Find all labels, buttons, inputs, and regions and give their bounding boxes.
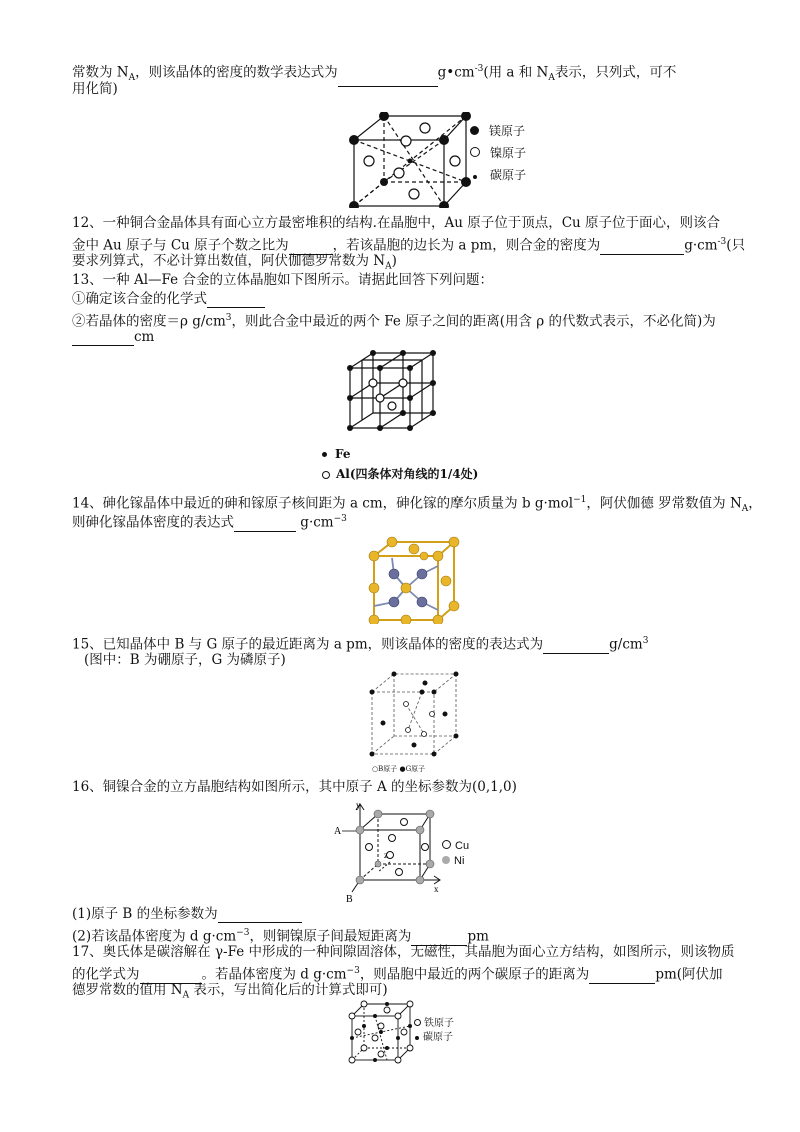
mg-atom [349, 135, 359, 145]
q16-legend: Cu Ni [442, 840, 469, 870]
q13-line1: 13、一种 Al—Fe 合金的立体晶胞如下图所示。请据此回答下列问题： [72, 272, 493, 288]
ni-atom [364, 156, 374, 166]
ni-atom [409, 189, 419, 199]
q16-axis-x: x [434, 884, 439, 894]
q12-line2: 金中 Au 原子与 Cu 原子个数之比为 ，若该晶胞的边长为 a pm，则合金的密度为 $g\cdot cm^{-3}$(只 [72, 237, 746, 254]
q11-line2: 用化简) [72, 81, 118, 97]
q17-line3: 德罗常数的值用 $N_A$ 表示，写出简化后的计算式即可) [72, 982, 388, 1001]
q16-crystal-figure [330, 800, 445, 905]
q13-item1: ①确定该合金的化学式 [72, 290, 265, 308]
q17-crystal-figure [346, 1000, 416, 1064]
al-atom [388, 402, 396, 410]
ga-atom [417, 597, 427, 607]
q14-line1: 14、砷化镓晶体中最近的砷和镓原子核间距为 a cm，砷化镓的摩尔质量为 b g·mol$^{-1}$，阿伏伽德 罗常数值为 $N_A$， [72, 495, 762, 515]
ga-atom [417, 569, 427, 579]
q13-legend-fe: Fe [322, 447, 351, 461]
q15-crystal-figure [362, 668, 462, 764]
q13-crystal-figure [340, 338, 440, 440]
q11-line1: 常数为 $N_A$，则该晶体的密度的数学表达式为 $g•cm^{-3}$(用 a 和 $N_A$表示，只列式，可不 [72, 60, 676, 87]
q16-label-b: B [346, 894, 353, 905]
ga-atom [389, 597, 399, 607]
ni-atom [401, 136, 411, 146]
q13-legend-al: Al(四条体对角线的1/4处) [322, 465, 478, 482]
q11-legend: 镁原子 镍原子 碳原子 [470, 122, 526, 188]
q14-line2: 则砷化镓晶体密度的表达式 $g\cdot cm^{-3}$ [72, 514, 347, 531]
q14-density-blank[interactable] [234, 517, 296, 532]
q16-coord-blank[interactable] [218, 908, 302, 923]
q13-formula-blank[interactable] [207, 293, 265, 308]
q15-line2: (图中：B 为硼原子，G 为磷原子) [84, 652, 286, 668]
q16-sub1: (1)原子 B 的坐标参数为 [72, 905, 302, 923]
al-atom [399, 379, 407, 387]
q11-answer-blank[interactable] [338, 72, 438, 87]
b-atom [422, 732, 427, 737]
q15-line1: 15、已知晶体中 B 与 G 原子的最近距离为 a pm，则该晶体的密度的表达式为 $g/cm^3$ [72, 636, 649, 653]
q17-distance-blank[interactable] [589, 969, 655, 984]
q15-legend: ○B原子 ●G原子 [372, 765, 426, 773]
q17-line1: 17、奥氏体是碳溶解在 γ-Fe 中形成的一种间隙固溶体，无磁性，其晶胞为面心立方结构，如图所示，则该物质 [72, 944, 735, 960]
ni-atom [420, 123, 430, 133]
q16-line1: 16、铜镍合金的立方晶胞结构如图所示，其中原子 A 的坐标参数为(0,1,0) [72, 779, 517, 795]
b-atom [406, 728, 411, 733]
q12-line3: 要求列算式，不必计算出数值，阿伏伽德罗常数为 $N_A$) [72, 253, 397, 272]
c-atom [408, 159, 413, 164]
q13-item2: ②若晶体的密度＝ρ $g/cm^3$，则此合金中最近的两个 Fe 原子之间的距离(用含 ρ 的代数式表示，不必化简)为 [72, 313, 716, 330]
al-atom [369, 379, 377, 387]
b-atom [430, 712, 435, 717]
q14-crystal-figure [366, 536, 462, 624]
q12-density-blank[interactable] [600, 240, 684, 255]
q16-label-a: A [334, 826, 342, 837]
q13-distance-blank[interactable] [72, 331, 134, 346]
q15-density-blank[interactable] [543, 639, 609, 654]
q11-crystal-figure [348, 112, 478, 208]
al-atom [376, 394, 384, 402]
q17-legend: 铁原子 碳原子 [414, 1014, 454, 1042]
b-atom [404, 702, 409, 707]
mg-atom [380, 178, 388, 186]
q12-line1: 12、一种铜合金晶体具有面心立方最密堆积的结构.在晶胞中，Au 原子位于顶点，Cu 原子位于面心，则该合 [72, 215, 721, 231]
mg-atom [349, 201, 359, 208]
mg-atom [379, 112, 389, 121]
q16-axis-z: z [384, 850, 388, 860]
q16-axis-y: y [356, 800, 361, 810]
mg-atom [439, 135, 449, 145]
ni-atom [450, 156, 460, 166]
ni-atom [394, 168, 404, 178]
q16-sub2: (2)若该晶体密度为 d $g\cdot cm^{-3}$，则铜镍原子间最短距离为 pm [72, 928, 489, 945]
ga-atom [389, 569, 399, 579]
q13-item2-answer: cm [72, 328, 154, 346]
q17-line2: 的化学式为 。若晶体密度为 d $g\cdot cm^{-3}$，则晶胞中最近的两个碳原子的距离为 pm(阿伏加 [72, 966, 723, 983]
